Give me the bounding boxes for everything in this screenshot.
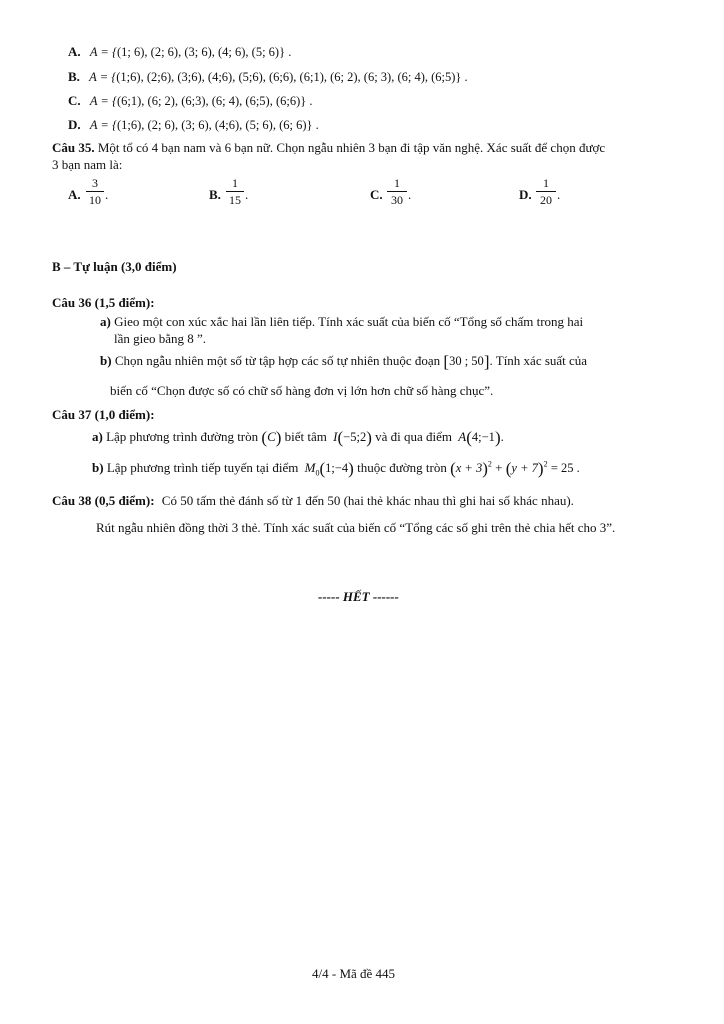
prev-option-b: B. A = {(1;6), (2;6), (3;6), (4;6), (5;6), (6;6), (6;1), (6; 2), (6; 3), (6; 4), (6;5)} . bbox=[68, 69, 468, 84]
q35-option-b-label: B. bbox=[209, 187, 221, 202]
q37-b-line: b) Lập phương trình tiếp tuyến tại điểm $M_0(1;-4)$ thuộc đường tròn $(x + 3)^2 + (y + 7)^2 = 25$ . bbox=[92, 459, 580, 478]
prev-option-d: D. A = {(1;6), (2; 6), (3; 6), (4;6), (5; 6), (6; 6)} . bbox=[68, 117, 319, 132]
q36-title: Câu 36 (1,5 điểm): bbox=[52, 295, 155, 310]
q35-line1: Câu 35. Một tổ có 4 bạn nam và 6 bạn nữ. Chọn ngẫu nhiên 3 bạn đi tập văn nghệ. Xác suất để chọn được bbox=[52, 140, 606, 155]
q38-line1: Câu 38 (0,5 điểm): Có 50 tấm thẻ đánh số từ 1 đến 50 (hai thẻ khác nhau thì ghi hai số khác nhau). bbox=[52, 493, 574, 508]
q36-a-line1: a) Gieo một con xúc xắc hai lần liên tiếp. Tính xác suất của biến cố “Tổng số chấm trong hai bbox=[100, 314, 584, 329]
q35-line2: 3 bạn nam là: bbox=[52, 157, 123, 172]
q35-option-d-label: D. bbox=[519, 187, 532, 202]
q36-b-line1: b) Chọn ngẫu nhiên một số từ tập hợp các số tự nhiên thuộc đoạn [30 ; 50]. Tính xác suất của bbox=[100, 352, 588, 371]
q35-option-d-fraction: 1 20 bbox=[536, 176, 556, 207]
exam-page: A. A = {(1; 6), (2; 6), (3; 6), (4; 6), (5; 6)} . B. A = {(1;6), (2;6), (3;6), (4;6), (5;6), (6;6), (6;1), (6; 2), (6; 3), (6; 4), (6;5)} . C. A = {(6;1), (6; 2), (6;3), (6; 4), (6;5), (6;6)} . D. A = {(1;6), (2; 6), (3; 6), (4;6), (5; 6), (6; 6)} . Câu 35. Một tổ có 4 bạn nam và 6 bạn nữ. Chọn ngẫu nhiên 3 bạn đi tập văn nghệ. Xác suất để chọn được 3 bạn nam là: A. 3 10 . B. 1 15 . C. 1 30 . D. 1 20 . B – Tự luận (3,0 điểm) Câu 36 (1,5 điểm): a) Gieo một con xúc xắc hai lần liên tiếp. Tính xác suất của biến cố “Tổng số chấm trong hai lần gieo bằng 8 ”. b) Chọn ngẫu nhiên một số từ tập hợp các số tự nhiên thuộc đoạn [30 ; 50]. Tính xác suất của biến cố “Chọn được số có chữ số hàng đơn vị lớn hơn chữ số hàng chục”. Câu 37 (1,0 điểm): a) Lập phương trình đường tròn (C) biết tâm I(−5;2) và đi qua điểm A(4;−1). b) Lập phương trình tiếp tuyến tại điểm $M_0(1;-4)$ thuộc đường tròn $(x + 3)^2 + (y + 7)^2 = 25$ . Câu 38 (0,5 điểm): Có 50 tấm thẻ đánh số từ 1 đến 50 (hai thẻ khác nhau thì ghi hai số khác nhau). Rút ngẫu nhiên đồng thời 3 thẻ. Tính xác suất của biến cố “Tổng các số ghi trên thẻ chia hết cho 3”. ----- HẾT ------ 4/4 - Mã đề 445 bbox=[52, 44, 616, 981]
q36-a-line2: lần gieo bằng 8 ”. bbox=[114, 331, 207, 346]
end-mark: ----- HẾT ------ bbox=[318, 589, 399, 604]
section-b-heading: B – Tự luận (3,0 điểm) bbox=[52, 259, 177, 274]
prev-option-c: C. A = {(6;1), (6; 2), (6;3), (6; 4), (6;5), (6;6)} . bbox=[68, 93, 313, 108]
page-footer: 4/4 - Mã đề 445 bbox=[312, 966, 396, 981]
q35-option-c-label: C. bbox=[370, 187, 383, 202]
q35-option-c-fraction: 1 30 bbox=[387, 176, 407, 207]
q37-title: Câu 37 (1,0 điểm): bbox=[52, 407, 155, 422]
q35-option-a-label: A. bbox=[68, 187, 81, 202]
q36-b-line2: biến cố “Chọn được số có chữ số hàng đơn vị lớn hơn chữ số hàng chục”. bbox=[110, 383, 494, 398]
q35-option-a-fraction: 3 10 bbox=[86, 176, 104, 207]
q37-a-line: a) Lập phương trình đường tròn (C) biết tâm I(−5;2) và đi qua điểm A(4;−1). bbox=[92, 428, 504, 447]
q38-line2: Rút ngẫu nhiên đồng thời 3 thẻ. Tính xác suất của biến cố “Tổng các số ghi trên thẻ chia hết cho 3”. bbox=[96, 520, 616, 535]
q35-option-b-fraction: 1 15 bbox=[226, 176, 244, 207]
prev-option-a: A. A = {(1; 6), (2; 6), (3; 6), (4; 6), (5; 6)} . bbox=[68, 44, 292, 59]
